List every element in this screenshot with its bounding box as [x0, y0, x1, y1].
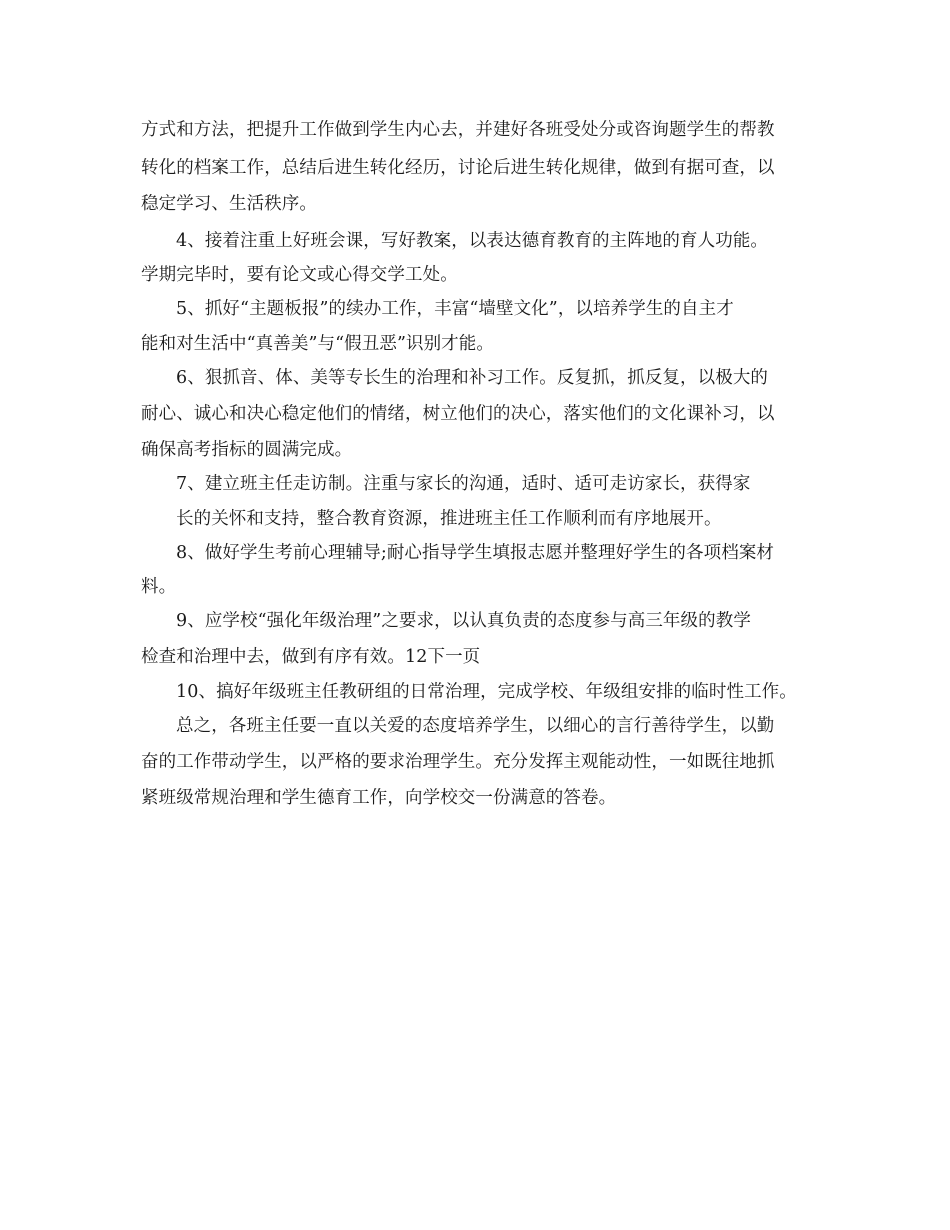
paragraph-line: 10、搞好年级班主任教研组的日常治理，完成学校、年级组安排的临时性工作。 — [176, 682, 797, 702]
paragraph-line: 奋的工作带动学生，以严格的要求治理学生。充分发挥主观能动性，一如既往地抓 — [141, 752, 775, 772]
paragraph-line: 确保高考指标的圆满完成。 — [141, 440, 353, 460]
paragraph-line: 8、做好学生考前心理辅导;耐心指导学生填报志愿并整理好学生的各项档案材 — [176, 543, 775, 563]
paragraph-line: 耐心、诚心和决心稳定他们的情绪，树立他们的决心，落实他们的文化课补习，以 — [141, 404, 775, 424]
paragraph-line: 5、抓好“主题板报”的续办工作，丰富“墙壁文化”，以培养学生的自主才 — [176, 299, 734, 319]
paragraph-line: 学期完毕时，要有论文或心得交学工处。 — [141, 265, 458, 285]
paragraph-line: 料。 — [141, 577, 177, 597]
paragraph-line: 4、接着注重上好班会课，写好教案，以表达德育教育的主阵地的育人功能。 — [176, 231, 769, 251]
paragraph-line: 能和对生活中“真善美”与“假丑恶”识别才能。 — [141, 334, 494, 354]
paragraph-line: 紧班级常规治理和学生德育工作，向学校交一份满意的答卷。 — [141, 788, 617, 808]
paragraph-line: 总之，各班主任要一直以关爱的态度培养学生，以细心的言行善待学生，以勤 — [176, 716, 775, 736]
paragraph-line: 转化的档案工作，总结后进生转化经历，讨论后进生转化规律，做到有据可查，以 — [141, 158, 775, 178]
paragraph-line: 9、应学校“强化年级治理”之要求，以认真负责的态度参与高三年级的教学 — [176, 611, 751, 631]
paragraph-line: 方式和方法，把提升工作做到学生内心去，并建好各班受处分或咨询题学生的帮教 — [141, 120, 775, 140]
paragraph-line: 长的关怀和支持，整合教育资源，推进班主任工作顺利而有序地展开。 — [176, 509, 722, 529]
paragraph-line: 稳定学习、生活秩序。 — [141, 194, 317, 214]
paragraph-line: 6、狠抓音、体、美等专长生的治理和补习工作。反复抓，抓反复，以极大的 — [176, 368, 769, 388]
paragraph-line: 7、建立班主任走访制。注重与家长的沟通，适时、适可走访家长，获得家 — [176, 474, 751, 494]
paragraph-line: 检查和治理中去，做到有序有效。12下一页 — [141, 647, 481, 667]
